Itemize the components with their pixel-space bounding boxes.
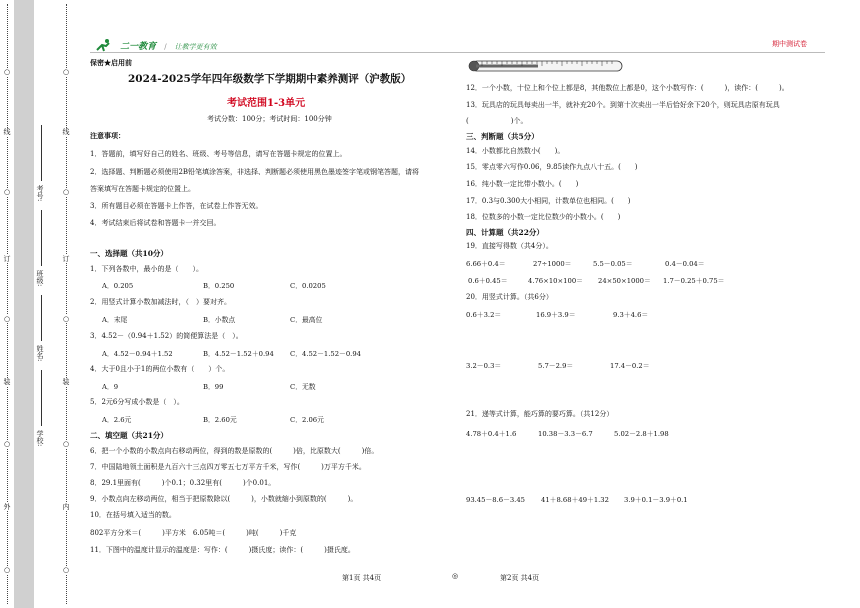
q19-item: 24×50×1000＝	[598, 277, 651, 285]
exam-scope: 考试范围1-3单元	[227, 98, 306, 109]
runner-icon	[93, 38, 115, 52]
note-2: 2．选择题、判断题必须使用2B铅笔填涂答案，非选择、判断题必须使用黑色墨迹签字笔或钢笔答题，请将	[90, 168, 420, 176]
header-rule	[90, 52, 825, 53]
question-13-cont: ( )个。	[466, 117, 528, 125]
q5-option-c[interactable]: C．2.06元	[290, 416, 324, 424]
q20-item: 0.6＋3.2＝	[466, 311, 502, 319]
outer-cut-line	[7, 4, 8, 604]
circle-mark: ○	[3, 188, 11, 196]
logo-text: 二一教育	[120, 42, 157, 52]
question-19: 19．直接写得数（共4分）。	[466, 242, 553, 250]
q20-item: 9.3＋4.6＝	[613, 311, 649, 319]
section-fill: 二、填空题（共21分）	[90, 431, 168, 440]
q21-item: 93.45－8.6－3.45	[466, 496, 525, 504]
inner-label-zhuang: 装	[62, 378, 70, 386]
circle-mark: ○	[62, 440, 70, 448]
question-11: 11．下图中的温度计显示的温度是：写作：( )摄氏度；读作：( )摄氏度。	[90, 546, 355, 554]
q3-option-a[interactable]: A．4.52－0.94＋1.52	[102, 350, 173, 358]
question-15: 15．零点零六写作0.06，9.85读作九点八十五。( )	[466, 163, 638, 171]
question-10-items: 802平方分米＝( )平方米 6.05吨＝( )吨( )千克	[90, 529, 297, 537]
header-divider: /	[164, 43, 167, 51]
field-name-label: 姓名:	[36, 345, 44, 362]
question-17: 17．0.3与0.300大小相同，计数单位也相同。( )	[466, 197, 631, 205]
question-8: 8．29.1里面有( )个0.1；0.32里有( )个0.01。	[90, 479, 276, 487]
thermometer-image	[466, 58, 626, 74]
question-4: 4．大于0且小于1的两位小数有（ ）个。	[90, 365, 230, 373]
q19-item: 27÷1000＝	[533, 260, 572, 268]
field-school-line[interactable]	[41, 370, 42, 426]
q5-option-a[interactable]: A．2.6元	[102, 416, 132, 424]
q19-item: 0.6＋0.45＝	[468, 277, 508, 285]
question-20: 20．用竖式计算。（共6分）	[466, 293, 553, 301]
outer-label-zhuang: 装	[3, 378, 11, 386]
outer-label-xian: 线	[3, 128, 11, 136]
q21-item: 4.78＋0.4＋1.6	[466, 430, 517, 438]
slogan: 让教学更有效	[174, 43, 217, 51]
q3-option-b[interactable]: B．4.52－1.52＋0.94	[203, 350, 274, 358]
question-6: 6．把一个小数的小数点向右移动两位，得到的数是原数的( )倍，比原数大( )倍。	[90, 447, 379, 455]
q19-item: 4.76×10×100＝	[528, 277, 583, 285]
q2-option-b[interactable]: B．小数点	[203, 316, 236, 324]
q19-item: 5.5－0.05＝	[593, 260, 633, 268]
circle-mark: ○	[62, 188, 70, 196]
q21-item: 10.38－3.3－6.7	[538, 430, 593, 438]
question-21: 21．递等式计算，能巧算的要巧算。（共12分）	[466, 410, 614, 418]
binding-strip-inner	[34, 0, 59, 608]
circle-mark: ○	[3, 440, 11, 448]
field-school-label: 学校:	[36, 430, 44, 447]
outer-label-ding: 订	[3, 255, 11, 263]
inner-cut-line	[66, 4, 67, 604]
field-class-line[interactable]	[41, 210, 42, 266]
section-choice: 一、选择题（共10分）	[90, 249, 168, 258]
q1-option-c[interactable]: C．0.0205	[290, 282, 326, 290]
question-14: 14．小数都比自然数小( )。	[466, 147, 565, 155]
question-2: 2．用竖式计算小数加减法时，（ ）要对齐。	[90, 298, 231, 306]
question-5: 5．2元6分写成小数是（ ）。	[90, 398, 184, 406]
question-9: 9．小数点向左移动两位，相当于把原数除以( )，小数就缩小到原数的( )。	[90, 495, 358, 503]
q20-item: 3.2－0.3＝	[466, 362, 502, 370]
section-calc: 四、计算题（共22分）	[466, 228, 544, 237]
field-class-label: 班级:	[36, 270, 44, 287]
q4-option-b[interactable]: B．99	[203, 383, 224, 391]
note-4: 4．考试结束后将试卷和答题卡一并交回。	[90, 219, 221, 227]
question-7: 7．中国陆地领土面积是九百六十三点四万零五七万平方千米，写作( )万平方千米。	[90, 463, 366, 471]
circle-mark: ○	[3, 566, 11, 574]
brand-logo	[93, 34, 217, 53]
q19-item: 0.4－0.04＝	[665, 260, 705, 268]
center-mark: ◎	[452, 572, 459, 580]
q2-option-a[interactable]: A．末尾	[102, 316, 128, 324]
page-number-right: 第2页 共4页	[500, 574, 540, 582]
q3-option-c[interactable]: C．4.52－1.52－0.94	[290, 350, 361, 358]
q20-item: 17.4－0.2＝	[610, 362, 650, 370]
q19-item: 6.66＋0.4＝	[466, 260, 506, 268]
q20-item: 16.9＋3.9＝	[536, 311, 576, 319]
circle-mark: ○	[62, 315, 70, 323]
q1-option-a[interactable]: A．0.205	[102, 282, 134, 290]
q5-option-b[interactable]: B．2.60元	[203, 416, 237, 424]
circle-mark: ○	[3, 68, 11, 76]
q1-option-b[interactable]: B．0.250	[203, 282, 235, 290]
field-id-label: 考号:	[36, 185, 44, 202]
q4-option-a[interactable]: A．9	[102, 383, 119, 391]
question-10: 10．在括号填入适当的数。	[90, 511, 176, 519]
q20-item: 5.7－2.9＝	[538, 362, 574, 370]
q4-option-c[interactable]: C．无数	[290, 383, 316, 391]
question-16: 16．纯小数一定比带小数小。( )	[466, 180, 579, 188]
question-13: 13．玩具店的玩具每卖出一半，就补充20个。到第十次卖出一半后恰好余下20个，则玩具店原有玩具	[466, 101, 780, 109]
outer-label-wai: 外	[3, 503, 11, 511]
field-name-line[interactable]	[41, 295, 42, 341]
paper-title: 2024-2025学年四年级数学下学期期中素养测评（沪教版）	[128, 73, 412, 85]
inner-label-ding: 订	[62, 255, 70, 263]
circle-mark: ○	[62, 566, 70, 574]
question-3: 3．4.52－（0.94＋1.52）的简便算法是（ ）。	[90, 332, 243, 340]
page-number-left: 第1页 共4页	[342, 574, 382, 582]
section-judge: 三、判断题（共5分）	[466, 132, 539, 141]
exam-meta: 考试分数：100分；考试时间：100分钟	[207, 115, 332, 123]
q21-item: 3.9＋0.1－3.9＋0.1	[624, 496, 688, 504]
note-3: 3．所有题目必须在答题卡上作答，在试卷上作答无效。	[90, 202, 263, 210]
q2-option-c[interactable]: C．最高位	[290, 316, 323, 324]
question-18: 18．位数多的小数一定比位数少的小数小。( )	[466, 213, 621, 221]
inner-label-xian: 线	[62, 128, 70, 136]
note-1: 1．答题前，填写好自己的姓名、班级、考号等信息，请写在答题卡规定的位置上。	[90, 150, 347, 158]
q21-item: 41＋8.68＋49＋1.32	[541, 496, 609, 504]
question-1: 1．下列各数中，最小的是（ ）。	[90, 265, 203, 273]
q21-item: 5.02－2.8＋1.98	[614, 430, 669, 438]
note-2-cont: 答案填写在答题卡规定的位置上。	[90, 185, 195, 193]
q19-item: 1.7－0.25＋0.75＝	[663, 277, 725, 285]
circle-mark: ○	[3, 315, 11, 323]
field-id-line[interactable]	[41, 125, 42, 181]
circle-mark: ○	[62, 68, 70, 76]
inner-label-nei: 内	[62, 503, 70, 511]
secret-label: 保密★启用前	[90, 58, 132, 67]
notes-title: 注意事项：	[90, 131, 125, 140]
question-12: 12．一个小数，十位上和个位上都是8，其他数位上都是0，这个小数写作：( )，读作：( )。	[466, 84, 789, 92]
binding-strip	[14, 0, 34, 608]
exam-badge: 期中测试卷	[772, 40, 807, 48]
